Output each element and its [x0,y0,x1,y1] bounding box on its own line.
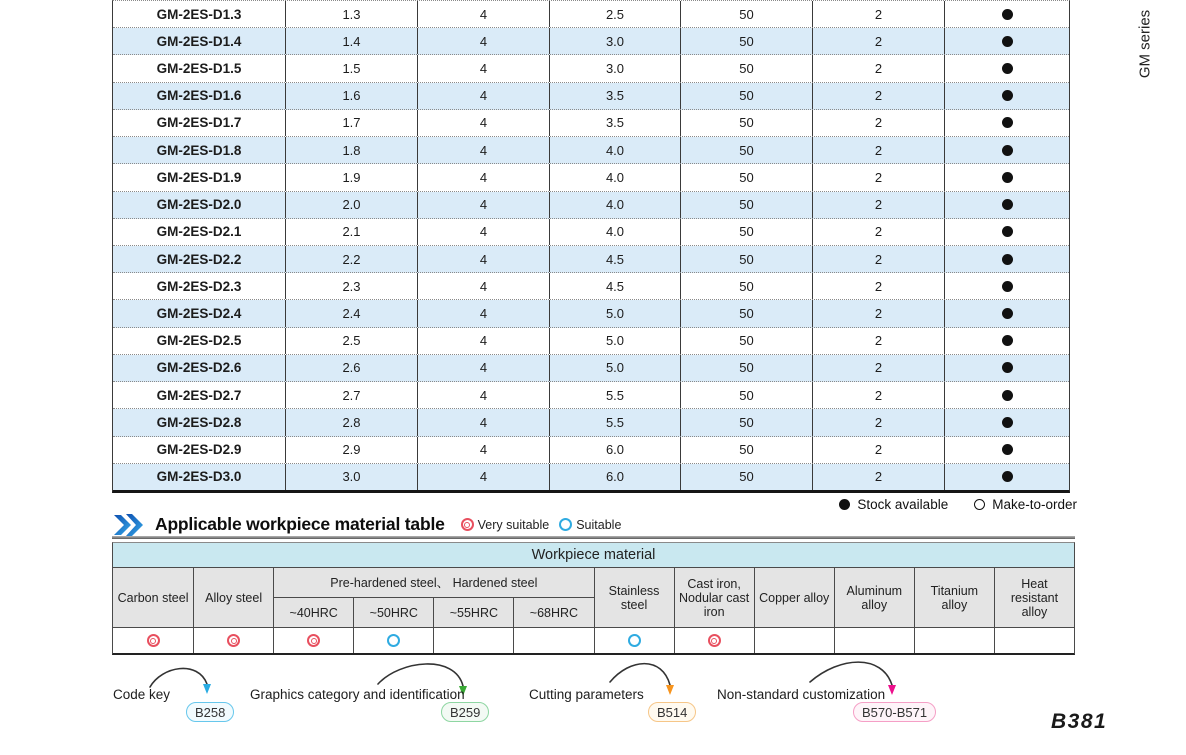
very-suitable-mark [147,634,160,647]
value-cell: 50 [681,83,813,109]
product-row [113,1,1069,28]
value-cell: 3.5 [550,110,681,136]
model-cell: GM-2ES-D2.4 [113,300,286,326]
suitability-cell [113,627,193,653]
very-suitable-mark [227,634,240,647]
value-cell: 50 [681,110,813,136]
stock-cell [945,273,1069,299]
value-cell: 50 [681,464,813,490]
value-cell: 2 [813,464,945,490]
stock-available-icon [1002,417,1013,428]
stock-available-icon [1002,254,1013,265]
value-cell: 2 [813,83,945,109]
value-cell: 50 [681,409,813,435]
value-cell: 4.0 [550,192,681,218]
value-cell: 50 [681,437,813,463]
nonstandard-arrow [810,662,892,685]
suitability-cell [754,627,834,653]
material-header-hardened-steel-group: Pre-hardened steel、 Hardened steel [273,567,593,597]
stock-available-icon [1002,335,1013,346]
nonstandard-customization-label: Non-standard customization [717,687,886,702]
product-row [113,164,1069,191]
material-header-copper-alloy: Copper alloy [754,567,834,627]
stock-available-icon [1002,444,1013,455]
value-cell: 50 [681,246,813,272]
page-ref-badge-b258[interactable]: B258 [186,702,234,722]
material-header-titanium-alloy: Titanium alloy [914,567,994,627]
product-row [113,83,1069,110]
value-cell: 50 [681,300,813,326]
model-cell: GM-2ES-D2.0 [113,192,286,218]
product-row [113,219,1069,246]
value-cell: 2.7 [286,382,418,408]
value-cell: 5.5 [550,409,681,435]
value-cell: 2 [813,219,945,245]
stock-cell [945,382,1069,408]
very-suitable-mark [307,634,320,647]
value-cell: 2 [813,437,945,463]
value-cell: 1.3 [286,1,418,27]
suitability-cell [513,627,593,653]
stock-available-icon [1002,172,1013,183]
value-cell: 2 [813,137,945,163]
suitability-cell [994,627,1074,653]
stock-available-icon [1002,308,1013,319]
stock-cell [945,409,1069,435]
value-cell: 4 [418,328,550,354]
section-divider [112,536,1075,539]
value-cell: 4 [418,464,550,490]
value-cell: 4 [418,382,550,408]
material-header-carbon-steel: Carbon steel [113,567,193,627]
stock-available-icon [1002,145,1013,156]
product-row [113,409,1069,436]
model-cell: GM-2ES-D1.4 [113,28,286,54]
stock-cell [945,1,1069,27]
value-cell: 4.0 [550,164,681,190]
model-cell: GM-2ES-D1.9 [113,164,286,190]
suitable-mark [387,634,400,647]
value-cell: 2 [813,192,945,218]
value-cell: 1.6 [286,83,418,109]
model-cell: GM-2ES-D2.7 [113,382,286,408]
suitable-icon [559,518,572,531]
value-cell: 4.0 [550,219,681,245]
value-cell: 3.0 [550,55,681,81]
value-cell: 4.5 [550,273,681,299]
page-ref-badge-b514[interactable]: B514 [648,702,696,722]
suitability-cell [834,627,914,653]
suitability-cell [674,627,754,653]
value-cell: 4 [418,409,550,435]
model-cell: GM-2ES-D1.3 [113,1,286,27]
value-cell: 5.5 [550,382,681,408]
stock-available-icon [1002,362,1013,373]
value-cell: 2 [813,164,945,190]
value-cell: 50 [681,355,813,381]
value-cell: 2 [813,328,945,354]
very-suitable-label: Very suitable [477,517,550,532]
product-row [113,437,1069,464]
value-cell: 50 [681,382,813,408]
value-cell: 2 [813,1,945,27]
value-cell: 50 [681,164,813,190]
stock-available-icon [1002,117,1013,128]
value-cell: 50 [681,28,813,54]
model-cell: GM-2ES-D2.8 [113,409,286,435]
model-cell: GM-2ES-D1.5 [113,55,286,81]
suitability-cell [193,627,273,653]
product-row [113,110,1069,137]
model-cell: GM-2ES-D1.6 [113,83,286,109]
value-cell: 2.8 [286,409,418,435]
stock-cell [945,464,1069,490]
cutting-arrowhead [666,685,674,695]
value-cell: 4 [418,28,550,54]
model-cell: GM-2ES-D2.6 [113,355,286,381]
product-row [113,192,1069,219]
stock-cell [945,437,1069,463]
double-chevron-icon [114,514,145,536]
value-cell: 3.0 [286,464,418,490]
product-row [113,382,1069,409]
value-cell: 4 [418,300,550,326]
product-table [112,0,1070,493]
model-cell: GM-2ES-D2.1 [113,219,286,245]
product-row [113,28,1069,55]
value-cell: 1.4 [286,28,418,54]
stock-available-label: Stock available [857,497,949,512]
stock-available-icon [1002,199,1013,210]
value-cell: 6.0 [550,437,681,463]
very-suitable-icon [461,518,474,531]
make-to-order-icon [974,499,985,510]
product-row [113,55,1069,82]
suitability-cell [433,627,513,653]
cutting-parameters-label: Cutting parameters [529,687,644,702]
value-cell: 4 [418,246,550,272]
product-row [113,355,1069,382]
value-cell: 4 [418,219,550,245]
material-table-title: Workpiece material [113,543,1074,567]
product-row [113,464,1069,490]
stock-cell [945,219,1069,245]
suitability-cell [353,627,433,653]
material-header-cast-iron: Cast iron, Nodular cast iron [674,567,754,627]
material-header-alloy-steel: Alloy steel [193,567,273,627]
value-cell: 50 [681,192,813,218]
value-cell: 5.0 [550,355,681,381]
stock-available-icon [1002,390,1013,401]
page-ref-badge-b570-b571[interactable]: B570-B571 [853,702,936,722]
stock-cell [945,246,1069,272]
make-to-order-label: Make-to-order [992,497,1077,512]
material-header-aluminum-alloy: Aluminum alloy [834,567,914,627]
product-row [113,300,1069,327]
model-cell: GM-2ES-D1.8 [113,137,286,163]
stock-cell [945,137,1069,163]
value-cell: 4 [418,437,550,463]
value-cell: 1.9 [286,164,418,190]
value-cell: 2 [813,28,945,54]
value-cell: 50 [681,273,813,299]
value-cell: 2.4 [286,300,418,326]
stock-legend [839,497,1077,512]
product-row [113,246,1069,273]
code-key-arrowhead [203,684,211,694]
material-header-55hrc: ~55HRC [433,597,513,627]
value-cell: 4 [418,55,550,81]
value-cell: 50 [681,137,813,163]
workpiece-material-table [112,542,1075,655]
stock-available-icon [1002,90,1013,101]
value-cell: 4 [418,110,550,136]
very-suitable-legend [461,518,550,532]
value-cell: 2.3 [286,273,418,299]
suitable-legend [559,518,621,532]
value-cell: 4 [418,137,550,163]
stock-cell [945,300,1069,326]
suitable-mark [628,634,641,647]
section-title: Applicable workpiece material table [155,514,445,534]
value-cell: 1.7 [286,110,418,136]
stock-cell [945,328,1069,354]
suitability-cell [594,627,674,653]
value-cell: 2 [813,110,945,136]
page-number: B381 [1051,710,1108,733]
stock-cell [945,83,1069,109]
value-cell: 2.5 [550,1,681,27]
section-header [114,511,621,538]
model-cell: GM-2ES-D2.2 [113,246,286,272]
value-cell: 2 [813,273,945,299]
value-cell: 1.5 [286,55,418,81]
value-cell: 5.0 [550,328,681,354]
value-cell: 50 [681,328,813,354]
page-ref-badge-b259[interactable]: B259 [441,702,489,722]
value-cell: 50 [681,55,813,81]
graphics-category-label: Graphics category and identification [250,687,465,702]
stock-available-icon [1002,281,1013,292]
material-header-stainless-steel: Stainless steel [594,567,674,627]
stock-cell [945,28,1069,54]
value-cell: 2 [813,409,945,435]
stock-available-icon [1002,226,1013,237]
value-cell: 4 [418,273,550,299]
model-cell: GM-2ES-D1.7 [113,110,286,136]
value-cell: 4 [418,83,550,109]
value-cell: 3.5 [550,83,681,109]
stock-cell [945,192,1069,218]
value-cell: 50 [681,219,813,245]
stock-available-icon [1002,63,1013,74]
product-row [113,137,1069,164]
value-cell: 4 [418,192,550,218]
suitable-label: Suitable [576,517,622,532]
series-tab-label: GM series [1136,9,1154,79]
suitability-cell [914,627,994,653]
value-cell: 2 [813,246,945,272]
model-cell: GM-2ES-D3.0 [113,464,286,490]
value-cell: 2.1 [286,219,418,245]
stock-available-icon [1002,9,1013,20]
value-cell: 6.0 [550,464,681,490]
material-header-heat-resistant-alloy: Heat resistant alloy [994,567,1074,627]
value-cell: 4 [418,164,550,190]
value-cell: 4.5 [550,246,681,272]
value-cell: 2 [813,382,945,408]
material-header-68hrc: ~68HRC [513,597,593,627]
model-cell: GM-2ES-D2.9 [113,437,286,463]
value-cell: 2.2 [286,246,418,272]
value-cell: 50 [681,1,813,27]
model-cell: GM-2ES-D2.5 [113,328,286,354]
value-cell: 3.0 [550,28,681,54]
product-row [113,273,1069,300]
material-header-40hrc: ~40HRC [273,597,353,627]
value-cell: 1.8 [286,137,418,163]
suitability-cell [273,627,353,653]
code-key-label: Code key [113,687,171,702]
stock-cell [945,164,1069,190]
model-cell: GM-2ES-D2.3 [113,273,286,299]
stock-cell [945,355,1069,381]
value-cell: 4.0 [550,137,681,163]
stock-cell [945,110,1069,136]
code-key-arrow [150,668,207,687]
value-cell: 2 [813,55,945,81]
value-cell: 4 [418,355,550,381]
value-cell: 2.0 [286,192,418,218]
cutting-arrow [610,664,670,685]
stock-cell [945,55,1069,81]
stock-available-icon [839,499,850,510]
value-cell: 2 [813,300,945,326]
value-cell: 2 [813,355,945,381]
nonstandard-arrowhead [888,685,896,695]
very-suitable-mark [708,634,721,647]
value-cell: 2.6 [286,355,418,381]
value-cell: 2.5 [286,328,418,354]
value-cell: 2.9 [286,437,418,463]
product-row [113,328,1069,355]
material-header-50hrc: ~50HRC [353,597,433,627]
value-cell: 4 [418,1,550,27]
stock-available-icon [1002,471,1013,482]
stock-available-icon [1002,36,1013,47]
graphics-arrow [378,664,463,686]
value-cell: 5.0 [550,300,681,326]
